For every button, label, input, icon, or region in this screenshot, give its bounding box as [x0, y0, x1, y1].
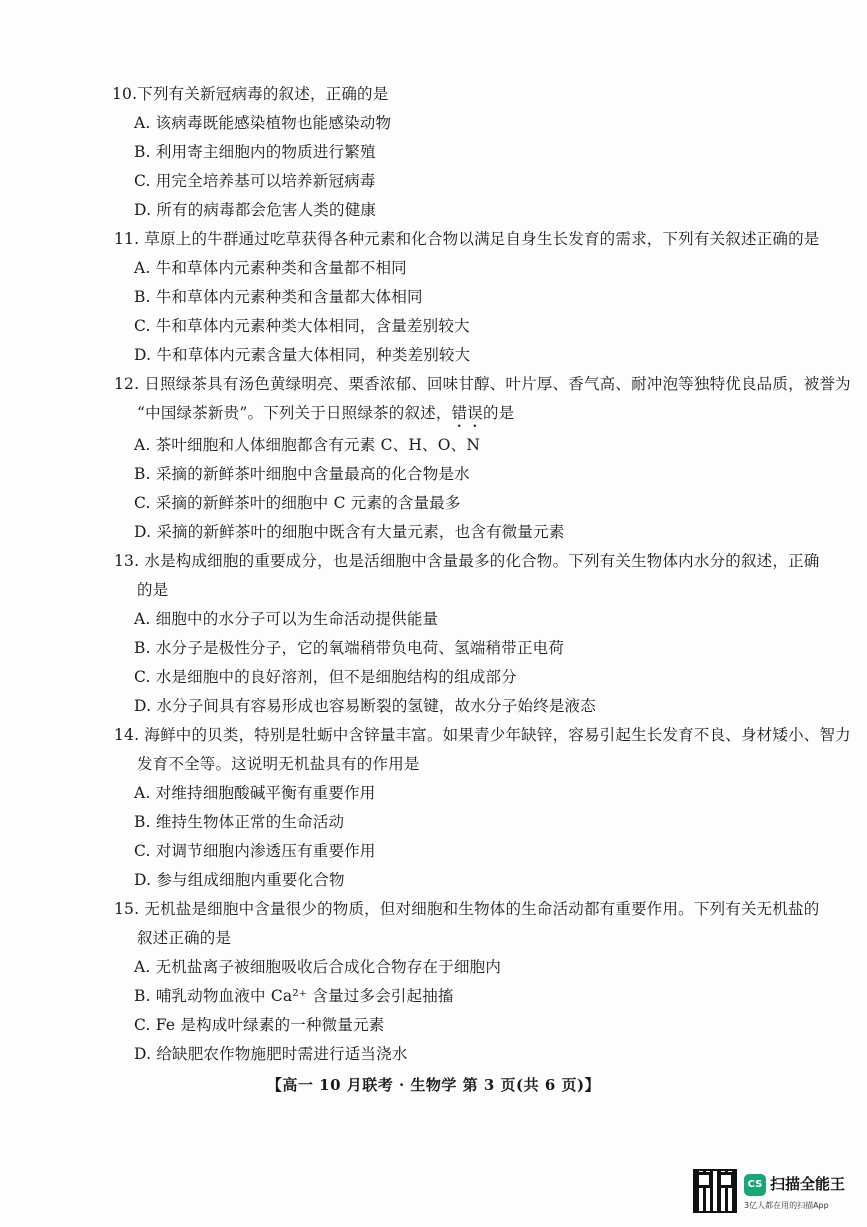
- question-stem-continued: 的是: [137, 581, 169, 599]
- scanner-watermark: [693, 1169, 853, 1219]
- option-d: D. 水分子间具有容易形成也容易断裂的氢键，故水分子始终是液态: [134, 697, 596, 715]
- question-stem: 12. 日照绿茶具有汤色黄绿明亮、栗香浓郁、回味甘醇、叶片厚、香气高、耐冲泡等独特优良品质，被誉为: [114, 375, 851, 393]
- option-b: B. 水分子是极性分子，它的氧端稍带负电荷、氢端稍带正电荷: [134, 639, 565, 657]
- question-stem-continued: 叙述正确的是: [137, 929, 232, 947]
- option-a: A. 细胞中的水分子可以为生命活动提供能量: [134, 610, 439, 628]
- option-a: A. 茶叶细胞和人体细胞都含有元素 C、H、O、N: [134, 436, 481, 454]
- watermark-app-name: 扫描全能王: [770, 1175, 846, 1193]
- option-a: A. 牛和草体内元素种类和含量都不相同: [134, 259, 407, 277]
- qr-code-icon: [693, 1169, 737, 1213]
- option-a: A. 无机盐离子被细胞吸收后合成化合物存在于细胞内: [134, 958, 502, 976]
- option-c: C. 牛和草体内元素种类大体相同，含量差别较大: [134, 317, 470, 335]
- option-d: D. 参与组成细胞内重要化合物: [134, 871, 345, 889]
- watermark-slogan: 3亿人都在用的扫描App: [744, 1201, 829, 1210]
- option-c: C. 用完全培养基可以培养新冠病毒: [134, 172, 376, 190]
- page-footer: 【高一 10 月联考 · 生物学 第 3 页(共 6 页)】: [266, 1076, 601, 1094]
- question-stem: 11. 草原上的牛群通过吃草获得各种元素和化合物以满足自身生长发育的需求，下列有关叙述正确的是: [114, 230, 820, 248]
- option-c: C. 水是细胞中的良好溶剂，但不是细胞结构的组成部分: [134, 668, 517, 686]
- question-stem: 10.下列有关新冠病毒的叙述，正确的是: [112, 85, 389, 103]
- option-b: B. 维持生物体正常的生命活动: [134, 813, 345, 831]
- option-b: B. 牛和草体内元素种类和含量都大体相同: [134, 288, 423, 306]
- option-c: C. 对调节细胞内渗透压有重要作用: [134, 842, 376, 860]
- option-b: B. 采摘的新鲜茶叶细胞中含量最高的化合物是水: [134, 465, 470, 483]
- emphasized-word: 错误: [451, 404, 483, 422]
- option-c: C. 采摘的新鲜茶叶的细胞中 C 元素的含量最多: [134, 494, 461, 512]
- option-b: B. 利用寄主细胞内的物质进行繁殖: [134, 143, 376, 161]
- question-stem: 14. 海鲜中的贝类，特别是牡蛎中含锌量丰富。如果青少年缺锌，容易引起生长发育不良、身材矮小、智力: [114, 726, 851, 744]
- stem-text: “中国绿茶新贵”。下列关于日照绿茶的叙述，: [137, 404, 452, 422]
- question-stem: 13. 水是构成细胞的重要成分，也是活细胞中含量最多的化合物。下列有关生物体内水分的叙述，正确: [114, 552, 820, 570]
- option-d: D. 给缺肥农作物施肥时需进行适当浇水: [134, 1045, 408, 1063]
- option-d: D. 所有的病毒都会危害人类的健康: [134, 201, 377, 219]
- option-a: A. 该病毒既能感染植物也能感染动物: [134, 114, 392, 132]
- question-stem-continued: [137, 403, 514, 431]
- option-b: B. 哺乳动物血液中 Ca²⁺ 含量过多会引起抽搐: [134, 987, 454, 1005]
- option-c: C. Fe 是构成叶绿素的一种微量元素: [134, 1016, 385, 1034]
- option-a: A. 对维持细胞酸碱平衡有重要作用: [134, 784, 376, 802]
- stem-text-end: 的是: [482, 404, 515, 422]
- option-d: D. 采摘的新鲜茶叶的细胞中既含有大量元素，也含有微量元素: [134, 523, 565, 541]
- question-stem-continued: 发育不全等。这说明无机盐具有的作用是: [137, 755, 420, 773]
- question-stem: 15. 无机盐是细胞中含量很少的物质，但对细胞和生物体的生命活动都有重要作用。下列有关无机盐的: [114, 900, 820, 918]
- option-d: D. 牛和草体内元素含量大体相同，种类差别较大: [134, 346, 471, 364]
- camscanner-logo-icon: CS: [744, 1174, 766, 1196]
